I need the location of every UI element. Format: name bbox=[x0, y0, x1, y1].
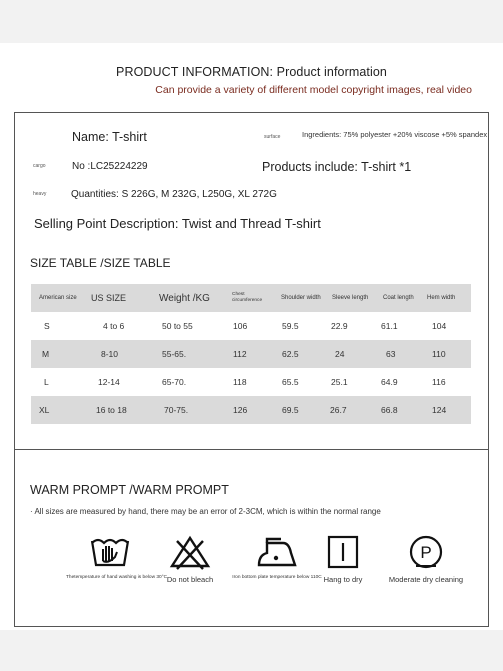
hand-wash-icon bbox=[88, 533, 132, 571]
page-title: PRODUCT INFORMATION: Product information bbox=[116, 65, 387, 79]
cell-hem: 104 bbox=[432, 321, 447, 331]
cell-hem: 116 bbox=[432, 377, 446, 387]
cell-hem: 110 bbox=[432, 349, 446, 359]
cell-coat: 63 bbox=[386, 349, 396, 359]
cell-sleeve: 26.7 bbox=[330, 405, 347, 415]
cell-sleeve: 25.1 bbox=[331, 377, 348, 387]
cell-coat: 66.8 bbox=[381, 405, 398, 415]
care-item-hand-wash bbox=[66, 533, 168, 580]
hang-dry-icon bbox=[321, 533, 365, 571]
products-include: Products include: T-shirt *1 bbox=[262, 160, 412, 174]
cell-shoulder: 65.5 bbox=[282, 377, 299, 387]
section-divider bbox=[14, 449, 489, 450]
cell-weight: 70-75. bbox=[164, 405, 189, 415]
cell-hem: 124 bbox=[432, 405, 447, 415]
table-row bbox=[31, 396, 471, 424]
cell-american-size: XL bbox=[39, 405, 50, 415]
page-subtitle: Can provide a variety of different model copyright images, real video bbox=[155, 84, 472, 96]
product-name: Name: T-shirt bbox=[72, 130, 147, 144]
cell-chest: 126 bbox=[233, 405, 248, 415]
ingredients: Ingredients: 75% polyester +20% viscose +5% spandex bbox=[302, 130, 488, 139]
cell-sleeve: 24 bbox=[335, 349, 345, 359]
care-item-iron bbox=[232, 533, 322, 580]
iron-low-icon bbox=[253, 533, 301, 571]
header-us-size: US SIZE bbox=[91, 293, 127, 303]
cell-shoulder: 59.5 bbox=[282, 321, 299, 331]
care-item-dry-clean bbox=[378, 533, 474, 584]
product-number: No :LC25224229 bbox=[72, 161, 148, 172]
table-row bbox=[31, 340, 471, 368]
cell-chest: 106 bbox=[233, 321, 248, 331]
care-label: Hang to dry bbox=[323, 575, 363, 584]
cell-us-size: 4 to 6 bbox=[103, 321, 125, 331]
cell-weight: 65-70. bbox=[162, 377, 187, 387]
cell-us-size: 8-10 bbox=[101, 349, 119, 359]
header-shoulder: Shoulder width bbox=[281, 295, 321, 301]
cell-chest: 118 bbox=[233, 377, 247, 387]
svg-text:P: P bbox=[420, 543, 432, 562]
header-chest: Chest circumference bbox=[232, 292, 263, 303]
quantities: Quantities: S 226G, M 232G, L250G, XL 272G bbox=[71, 189, 277, 200]
cell-weight: 50 to 55 bbox=[162, 321, 193, 331]
cell-american-size: L bbox=[44, 377, 49, 387]
cell-us-size: 12-14 bbox=[98, 377, 120, 387]
cell-shoulder: 69.5 bbox=[282, 405, 299, 415]
no-bleach-icon bbox=[168, 533, 212, 571]
care-label: Moderate dry cleaning bbox=[388, 575, 464, 584]
care-label: Thetemperature of hand washing is below 30°C bbox=[66, 575, 168, 580]
header-hem: Hem width bbox=[427, 295, 456, 301]
cell-american-size: M bbox=[42, 349, 50, 359]
surface-label: surface bbox=[264, 134, 281, 140]
care-label: Do not bleach bbox=[166, 575, 214, 584]
table-row bbox=[31, 368, 471, 396]
table-row bbox=[31, 312, 471, 340]
size-table-title: SIZE TABLE /SIZE TABLE bbox=[30, 256, 171, 270]
cell-shoulder: 62.5 bbox=[282, 349, 299, 359]
measurement-note: · All sizes are measured by hand, there may be an error of 2-3CM, which is within the normal range bbox=[30, 507, 381, 516]
header-american-size: American size bbox=[39, 295, 77, 301]
header-coat: Coat length bbox=[383, 295, 414, 301]
cell-sleeve: 22.9 bbox=[331, 321, 348, 331]
heavy-label: heavy bbox=[33, 191, 47, 197]
cell-coat: 64.9 bbox=[381, 377, 398, 387]
warm-prompt-title: WARM PROMPT /WARM PROMPT bbox=[30, 483, 229, 497]
selling-point: Selling Point Description: Twist and Thread T-shirt bbox=[34, 216, 321, 231]
care-item-hang-dry bbox=[315, 533, 371, 584]
cell-american-size: S bbox=[44, 321, 50, 331]
cell-us-size: 16 to 18 bbox=[96, 405, 127, 415]
size-table bbox=[31, 284, 471, 424]
cargo-label: cargo bbox=[33, 163, 46, 169]
header-sleeve: Sleeve length bbox=[332, 295, 369, 301]
product-info-sheet bbox=[0, 43, 503, 630]
care-label: Iron bottom plate temperature below 110C bbox=[232, 575, 322, 580]
care-item-no-bleach bbox=[160, 533, 220, 584]
cell-weight: 55-65. bbox=[162, 349, 187, 359]
cell-coat: 61.1 bbox=[381, 321, 398, 331]
cell-chest: 112 bbox=[233, 349, 247, 359]
dry-clean-p-icon bbox=[404, 533, 448, 571]
table-header-row bbox=[31, 284, 471, 312]
header-weight: Weight /KG bbox=[159, 292, 210, 304]
